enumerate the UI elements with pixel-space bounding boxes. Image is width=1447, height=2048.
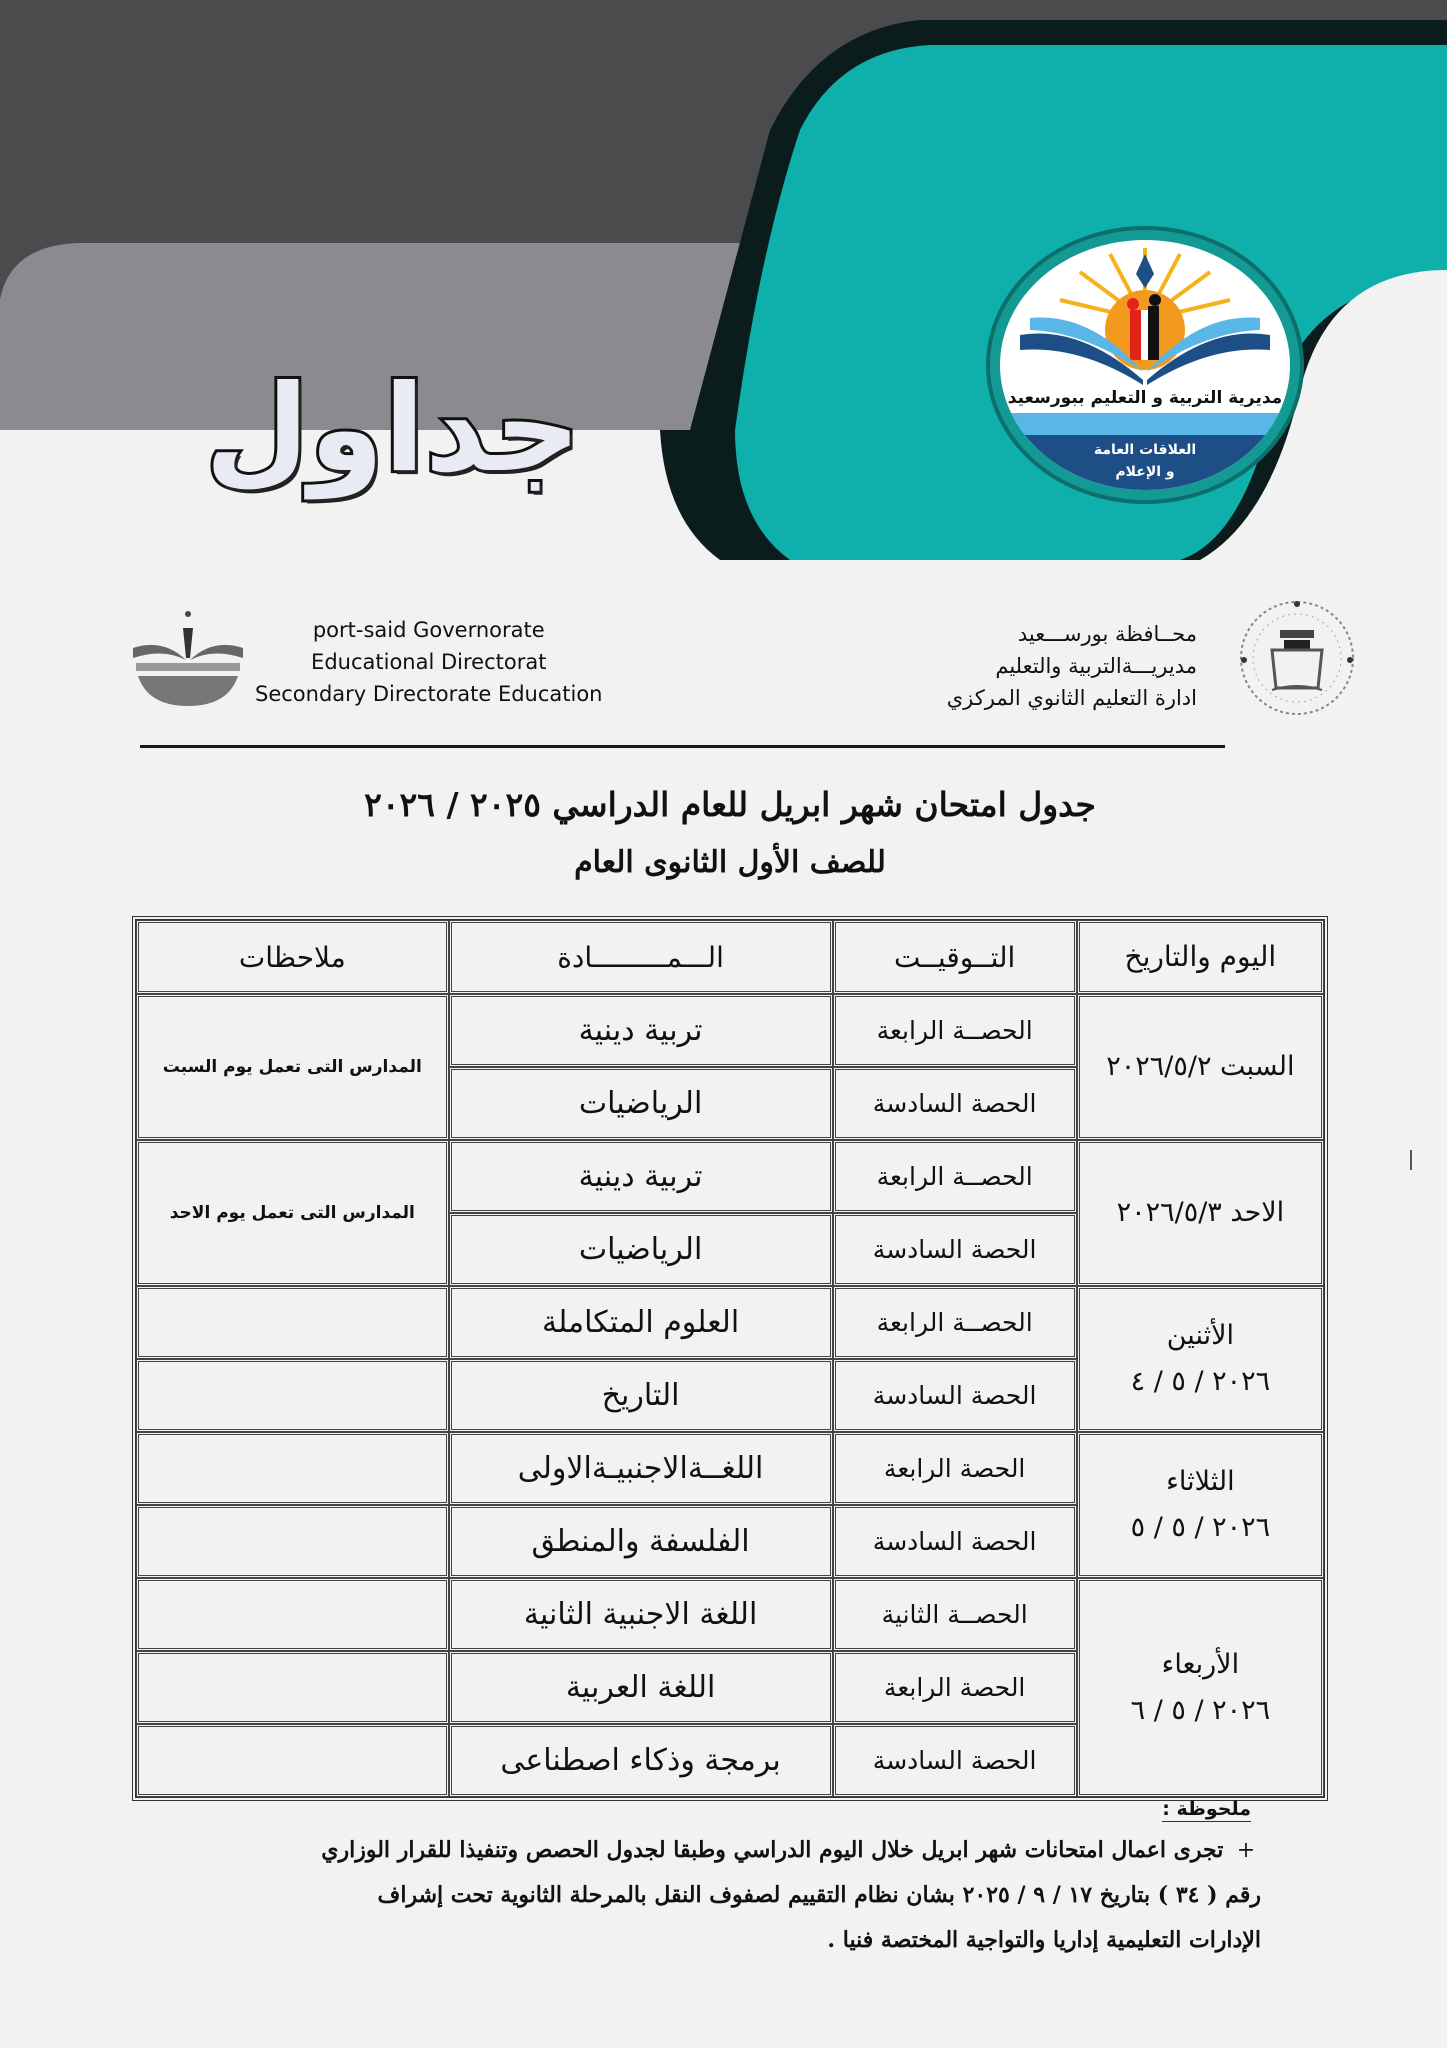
notes-cell [136,1432,449,1505]
logo-department [1000,435,1290,490]
period-cell: الحصــة الرابعة [833,1286,1077,1359]
logo-dept-line-2: و الإعلام [1115,464,1175,480]
period-cell: الحصة السادسة [833,1359,1077,1432]
day-name: السبت [1220,1051,1295,1082]
day-date-cell [1077,1432,1324,1578]
notes-cell: المدارس التى تعمل يوم السبت [136,994,449,1140]
header-timing: التــوقيــت [833,920,1077,994]
day-name: الثلاثاء [1166,1466,1235,1497]
header-notes: ملاحظات [136,920,449,994]
note-text-1: تجرى اعمال امتحانات شهر ابريل خلال اليوم الدراسي وطبقا لجدول الحصص وتنفيذا للقرار الوزاري [321,1837,1224,1863]
logo-org-name: مديرية التربية و التعليم ببورسعيد [1007,388,1283,408]
notes-cell: المدارس التى تعمل يوم الاحد [136,1140,449,1286]
note-line-3: الإدارات التعليمية إداريا والتواجية المختصة فنيا . [827,1927,1261,1953]
notes-cell [136,1286,449,1359]
table-row [136,1578,1324,1651]
period-cell: الحصة السادسة [833,1724,1077,1797]
exam-date: ٢٠٢٦/٥/٣ [1116,1197,1222,1228]
day-date-cell [1077,1140,1324,1286]
notes-cell [136,1578,449,1651]
exam-schedule-document [0,560,1447,2048]
notes-cell [136,1505,449,1578]
exam-date: ٢٠٢٦ / ٥ / ٦ [1130,1694,1271,1726]
document-subtitle: للصف الأول الثانوى العام [574,845,886,880]
period-cell: الحصة الرابعة [833,1432,1077,1505]
subject-cell: اللغة الاجنبية الثانية [449,1578,833,1651]
subject-cell: الرياضيات [449,1213,833,1286]
subject-cell: الفلسفة والمنطق [449,1505,833,1578]
subject-cell: تربية دينية [449,994,833,1067]
day-date-cell [1077,1286,1324,1432]
exam-date: ٢٠٢٦ / ٥ / ٥ [1130,1512,1271,1543]
letterhead-en-line-3: Secondary Directorate Education [255,682,603,706]
table-row [136,1140,1324,1213]
letterhead-ar-line-1: محــافظة بورســـعيد [1017,622,1197,646]
header-subject: الـــمـــــــــادة [449,920,833,994]
directorate-logo [1000,240,1290,490]
letterhead-en-line-2: Educational Directorat [311,650,547,674]
period-cell: الحصة الرابعة [833,1651,1077,1724]
header-banner [0,0,1447,560]
logo-band [1000,413,1290,435]
period-cell: الحصــة الرابعة [833,994,1077,1067]
subject-cell: اللغة العربية [449,1651,833,1724]
note-body [171,1828,1261,1963]
exam-date: ٢٠٢٦/٥/٢ [1106,1051,1212,1082]
table-row [136,994,1324,1067]
letterhead-ar-line-2: مديريـــةالتربية والتعليم [995,654,1197,678]
day-name: الأربعاء [1161,1648,1240,1680]
period-cell: الحصــة الثانية [833,1578,1077,1651]
subject-cell: التاريخ [449,1359,833,1432]
document-title: جدول امتحان شهر ابريل للعام الدراسي ٢٠٢٥ / ٢٠٢٦ [364,785,1096,824]
exam-schedule-table-wrapper [132,916,1328,1801]
note-line-2: رقم ( ٣٤ ) بتاريخ ١٧ / ٩ / ٢٠٢٥ بشان نظام التقييم لصفوف النقل بالمرحلة الثانوية تحت إشراف [377,1882,1261,1908]
day-name: الأثنين [1166,1320,1235,1351]
day-date-cell [1077,994,1324,1140]
directorate-emblem-icon [128,608,248,708]
header-day-date: اليوم والتاريخ [1077,920,1324,994]
day-date-cell [1077,1578,1324,1797]
table-row [136,1432,1324,1505]
note-label: ملحوظة : [1162,1798,1251,1820]
notes-cell [136,1651,449,1724]
exam-date: ٢٠٢٦ / ٥ / ٤ [1130,1366,1271,1397]
letterhead-arabic [947,618,1197,714]
letterhead-en-line-1: port-said Governorate [312,618,545,642]
subject-cell: العلوم المتكاملة [449,1286,833,1359]
note-line-1 [171,1828,1261,1873]
notes-cell [136,1724,449,1797]
period-cell: الحصة السادسة [833,1213,1077,1286]
book-sun-emblem-icon [1000,240,1290,390]
subject-cell: تربية دينية [449,1140,833,1213]
notes-cell [136,1359,449,1432]
day-name: الاحد [1230,1197,1285,1228]
exam-schedule-table [132,916,1328,1801]
period-cell: الحصة السادسة [833,1067,1077,1140]
subject-cell: الرياضيات [449,1067,833,1140]
table-row [136,1286,1324,1359]
period-cell: الحصــة الرابعة [833,1140,1077,1213]
subject-cell: اللغــةالاجنبيـةالاولى [449,1432,833,1505]
letterhead-english [255,614,603,710]
period-cell: الحصة السادسة [833,1505,1077,1578]
logo-dept-line-1: العلاقات العامة [1093,442,1197,458]
subject-cell: برمجة وذكاء اصطناعى [449,1724,833,1797]
table-header-row [136,920,1324,994]
scan-mark [1410,1150,1412,1170]
note-bullet-icon: + [1236,1838,1256,1863]
letterhead-divider [140,745,1225,748]
letterhead-ar-line-3: ادارة التعليم الثانوي المركزي [946,686,1197,710]
secondary-education-seal-icon [1232,598,1362,718]
banner-title: جداول [205,360,581,499]
